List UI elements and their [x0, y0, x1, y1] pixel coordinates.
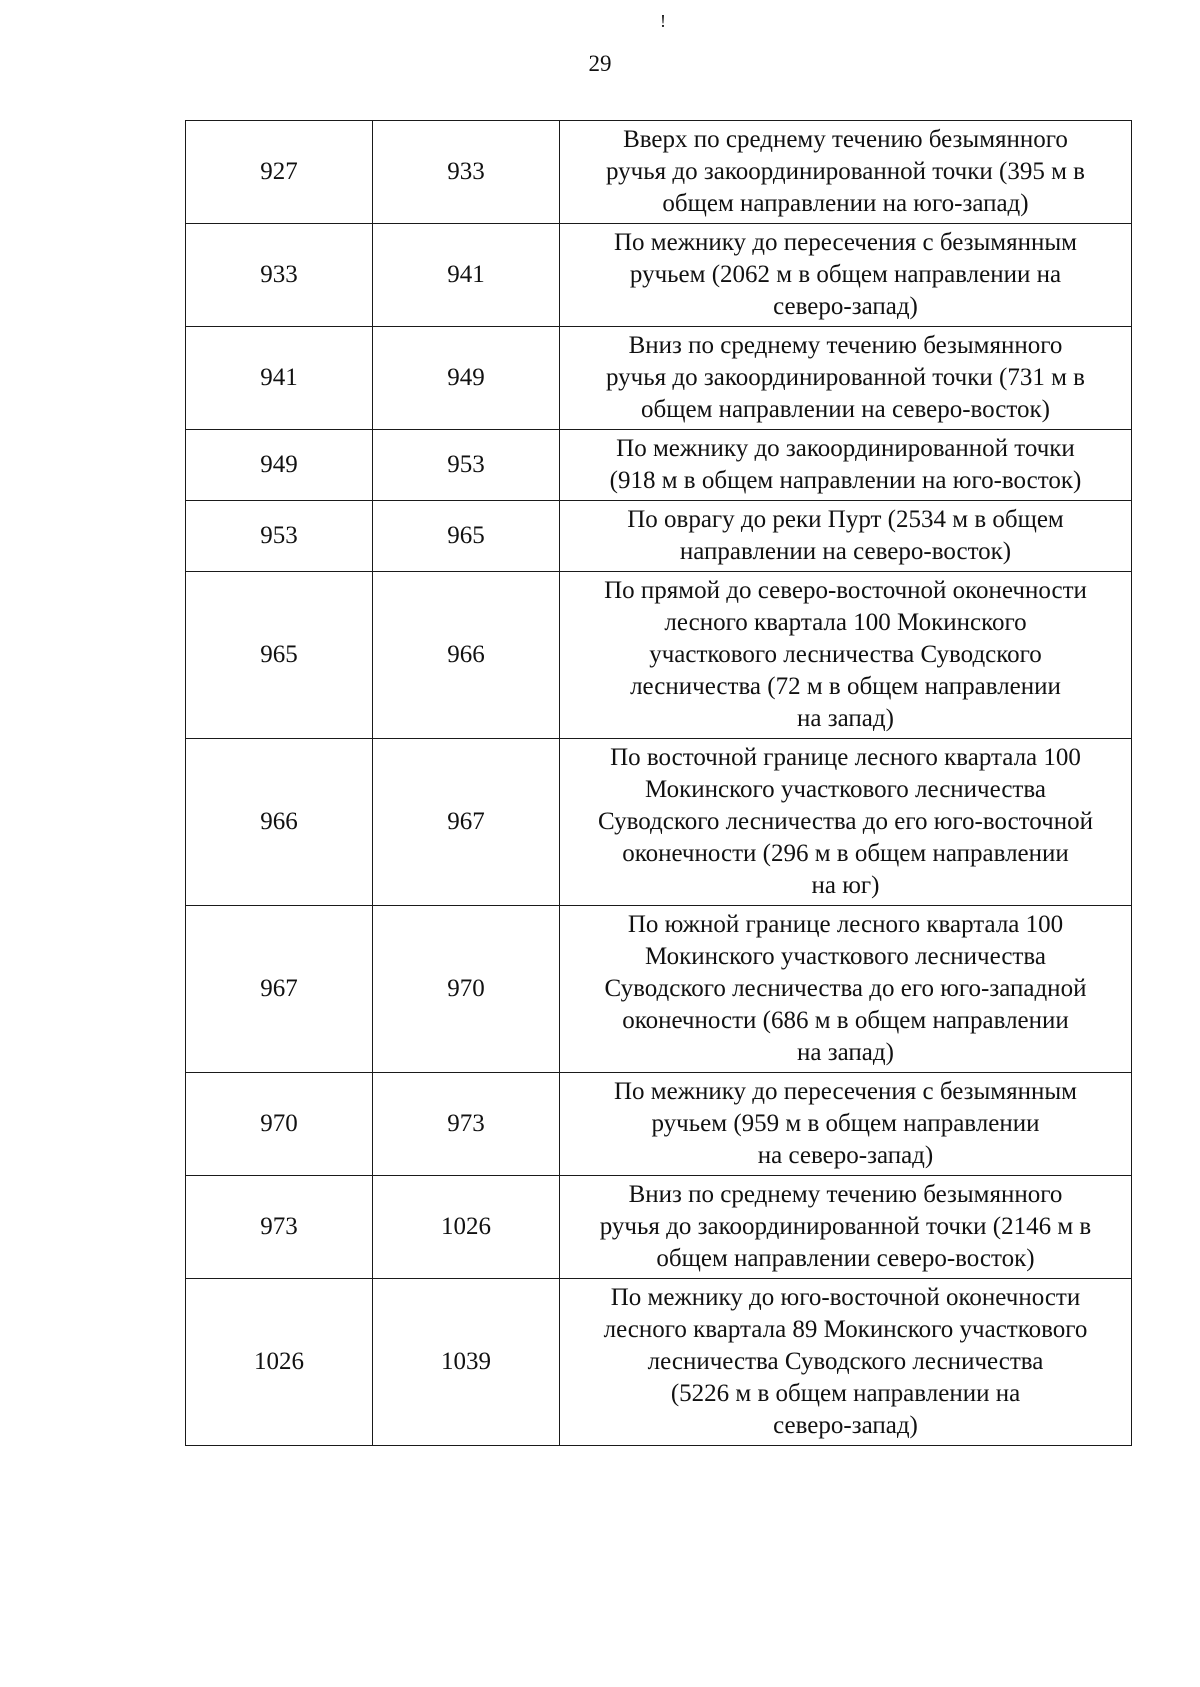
table-row: [186, 501, 1132, 572]
from-point-cell: 967: [186, 906, 373, 1073]
description-line: По межнику до юго-восточной оконечности: [610, 1284, 1081, 1311]
description-line: лесного квартала 89 Мокинского участкового: [603, 1316, 1088, 1343]
table-row: [186, 572, 1132, 739]
description-cell: [560, 327, 1132, 430]
description-line: направлении на северо-восток): [679, 538, 1012, 565]
description-cell: [560, 906, 1132, 1073]
table-row: [186, 1279, 1132, 1446]
description-line: общем направлении северо-восток): [656, 1245, 1035, 1272]
description-line: По оврагу до реки Пурт (2534 м в общем: [627, 506, 1064, 533]
table-row: [186, 1073, 1132, 1176]
from-point-cell: 973: [186, 1176, 373, 1279]
description-cell: [560, 1073, 1132, 1176]
description-cell: [560, 121, 1132, 224]
description-line: на запад): [797, 705, 894, 732]
table-row: [186, 430, 1132, 501]
description-line: По межнику до пересечения с безымянным: [613, 229, 1077, 256]
description-line: на запад): [797, 1039, 894, 1066]
to-point-cell: 973: [373, 1073, 560, 1176]
to-point-cell: 966: [373, 572, 560, 739]
table-row: [186, 739, 1132, 906]
from-point-cell: 941: [186, 327, 373, 430]
description-line: Мокинского участкового лесничества: [645, 776, 1046, 803]
description-line: (5226 м в общем направлении на: [670, 1380, 1021, 1407]
description-line: По восточной границе лесного квартала 100: [610, 744, 1081, 771]
from-point-cell: 949: [186, 430, 373, 501]
table-row: [186, 1176, 1132, 1279]
description-line: Суводского лесничества до его юго-восточной: [598, 808, 1093, 835]
description-line: ручьем (959 м в общем направлении: [651, 1110, 1040, 1137]
description-line: оконечности (686 м в общем направлении: [622, 1007, 1069, 1034]
description-line: По прямой до северо-восточной оконечности: [604, 577, 1087, 604]
boundary-table-body: [186, 121, 1132, 1446]
from-point-cell: 1026: [186, 1279, 373, 1446]
description-line: По южной границе лесного квартала 100: [627, 911, 1064, 938]
to-point-cell: 933: [373, 121, 560, 224]
description-line: лесничества Суводского лесничества: [647, 1348, 1044, 1375]
to-point-cell: 953: [373, 430, 560, 501]
description-line: северо-запад): [773, 1412, 918, 1439]
description-line: Суводского лесничества до его юго-западной: [604, 975, 1087, 1002]
description-cell: [560, 572, 1132, 739]
from-point-cell: 927: [186, 121, 373, 224]
description-line: Мокинского участкового лесничества: [645, 943, 1046, 970]
to-point-cell: 1039: [373, 1279, 560, 1446]
to-point-cell: 967: [373, 739, 560, 906]
to-point-cell: 965: [373, 501, 560, 572]
description-line: ручья до закоординированной точки (2146 м в: [599, 1213, 1092, 1240]
description-line: на северо-запад): [757, 1142, 934, 1169]
description-line: лесничества (72 м в общем направлении: [630, 673, 1061, 700]
table-row: [186, 906, 1132, 1073]
from-point-cell: 970: [186, 1073, 373, 1176]
description-line: Вверх по среднему течению безымянного: [623, 126, 1068, 153]
description-cell: [560, 430, 1132, 501]
description-cell: [560, 1279, 1132, 1446]
description-line: По межнику до закоординированной точки: [616, 435, 1075, 462]
table-row: [186, 224, 1132, 327]
description-cell: [560, 1176, 1132, 1279]
description-line: лесного квартала 100 Мокинского: [664, 609, 1027, 636]
to-point-cell: 941: [373, 224, 560, 327]
table-row: [186, 327, 1132, 430]
description-cell: [560, 224, 1132, 327]
to-point-cell: 970: [373, 906, 560, 1073]
description-line: Вниз по среднему течению безымянного: [628, 1181, 1063, 1208]
boundary-table: [185, 120, 1132, 1446]
description-line: ручья до закоординированной точки (731 м в: [606, 364, 1085, 391]
page-number: 29: [588, 51, 612, 76]
description-line: По межнику до пересечения с безымянным: [613, 1078, 1077, 1105]
description-line: ручья до закоординированной точки (395 м в: [606, 158, 1085, 185]
table-row: [186, 121, 1132, 224]
description-line: оконечности (296 м в общем направлении: [622, 840, 1069, 867]
description-line: (918 м в общем направлении на юго-восток): [609, 467, 1082, 494]
description-line: северо-запад): [773, 293, 918, 320]
description-line: ручьем (2062 м в общем направлении на: [629, 261, 1062, 288]
to-point-cell: 949: [373, 327, 560, 430]
from-point-cell: 966: [186, 739, 373, 906]
description-line: участкового лесничества Суводского: [649, 641, 1042, 668]
page-mark: !: [660, 11, 666, 31]
description-cell: [560, 501, 1132, 572]
description-line: на юг): [811, 872, 880, 899]
description-line: общем направлении на северо-восток): [641, 396, 1050, 423]
description-line: Вниз по среднему течению безымянного: [628, 332, 1063, 359]
from-point-cell: 953: [186, 501, 373, 572]
from-point-cell: 933: [186, 224, 373, 327]
description-line: общем направлении на юго-запад): [662, 190, 1029, 217]
description-cell: [560, 739, 1132, 906]
from-point-cell: 965: [186, 572, 373, 739]
to-point-cell: 1026: [373, 1176, 560, 1279]
